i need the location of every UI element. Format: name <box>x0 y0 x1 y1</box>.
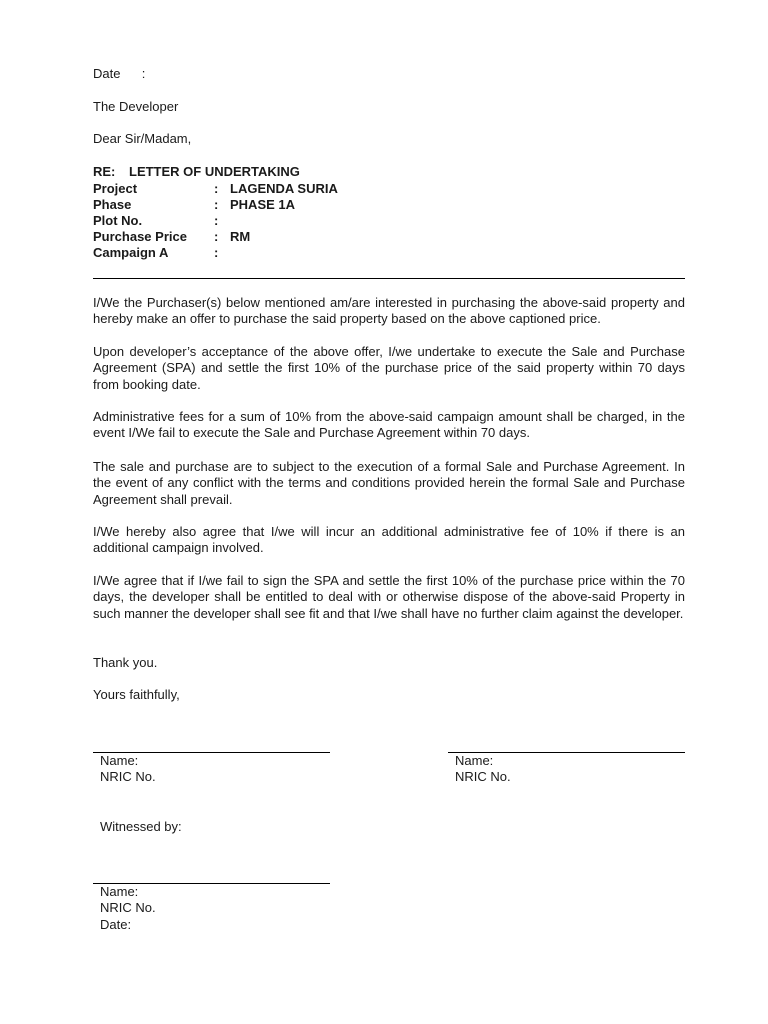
campaign-colon: : <box>214 245 219 260</box>
paragraph-failure: I/We agree that if I/we fail to sign the SPA and settle the first 10% of the purchase price within the 70 days, the developer shall be entitled to deal with or otherwise dispose of the above-said Property in such manner the developer shall see fit and that I/we shall have no further claim against the developer. <box>93 573 685 621</box>
closing: Yours faithfully, <box>93 687 180 702</box>
campaign-label: Campaign A <box>93 245 169 260</box>
right-nric-label: NRIC No. <box>455 769 511 784</box>
paragraph-admin-fees: Administrative fees for a sum of 10% from the above-said campaign amount shall be charged, in the event I/We fail to execute the Sale and Purchase Agreement within 70 days. <box>93 409 685 441</box>
price-label: Purchase Price <box>93 229 187 244</box>
paragraph-additional-fee: I/We hereby also agree that I/we will incur an additional administrative fee of 10% if there is an additional campaign involved. <box>93 524 685 556</box>
divider <box>93 278 685 279</box>
salutation: Dear Sir/Madam, <box>93 131 192 146</box>
project-label: Project <box>93 181 138 196</box>
phase-label: Phase <box>93 197 132 212</box>
date-label: Date <box>93 66 121 81</box>
left-name-label: Name: <box>100 753 139 768</box>
recipient: The Developer <box>93 99 179 114</box>
paragraph-formal-spa: The sale and purchase are to subject to the execution of a formal Sale and Purchase Agreement. In the event of any conflict with the terms and conditions provided herein the formal Sale and Purchase Agreement shall prevail. <box>93 459 685 507</box>
witness-date-label: Date: <box>100 917 132 932</box>
price-colon: : <box>214 229 219 244</box>
witnessed-by: Witnessed by: <box>100 819 182 834</box>
date-colon: : <box>141 66 146 81</box>
phase-colon: : <box>214 197 219 212</box>
left-nric-label: NRIC No. <box>100 769 156 784</box>
date-line <box>93 66 145 82</box>
witness-nric-label: NRIC No. <box>100 900 156 915</box>
witness-name-label: Name: <box>100 884 139 899</box>
plot-colon: : <box>214 213 219 228</box>
project-colon: : <box>214 181 219 196</box>
project-value: LAGENDA SURIA <box>230 181 338 196</box>
phase-value: PHASE 1A <box>230 197 296 212</box>
paragraph-offer: I/We the Purchaser(s) below mentioned am/are interested in purchasing the above-said property and hereby make an offer to purchase the said property based on the above captioned price. <box>93 295 685 327</box>
re-label: RE: <box>93 164 116 179</box>
plot-label: Plot No. <box>93 213 143 228</box>
paragraph-acceptance: Upon developer’s acceptance of the above offer, I/we undertake to execute the Sale and Purchase Agreement (SPA) and settle the first 10% of the purchase price of the said property within 70 days from booking date. <box>93 344 685 392</box>
right-name-label: Name: <box>455 753 494 768</box>
thanks: Thank you. <box>93 655 158 670</box>
price-value: RM <box>230 229 251 244</box>
subject-title: LETTER OF UNDERTAKING <box>129 164 300 179</box>
